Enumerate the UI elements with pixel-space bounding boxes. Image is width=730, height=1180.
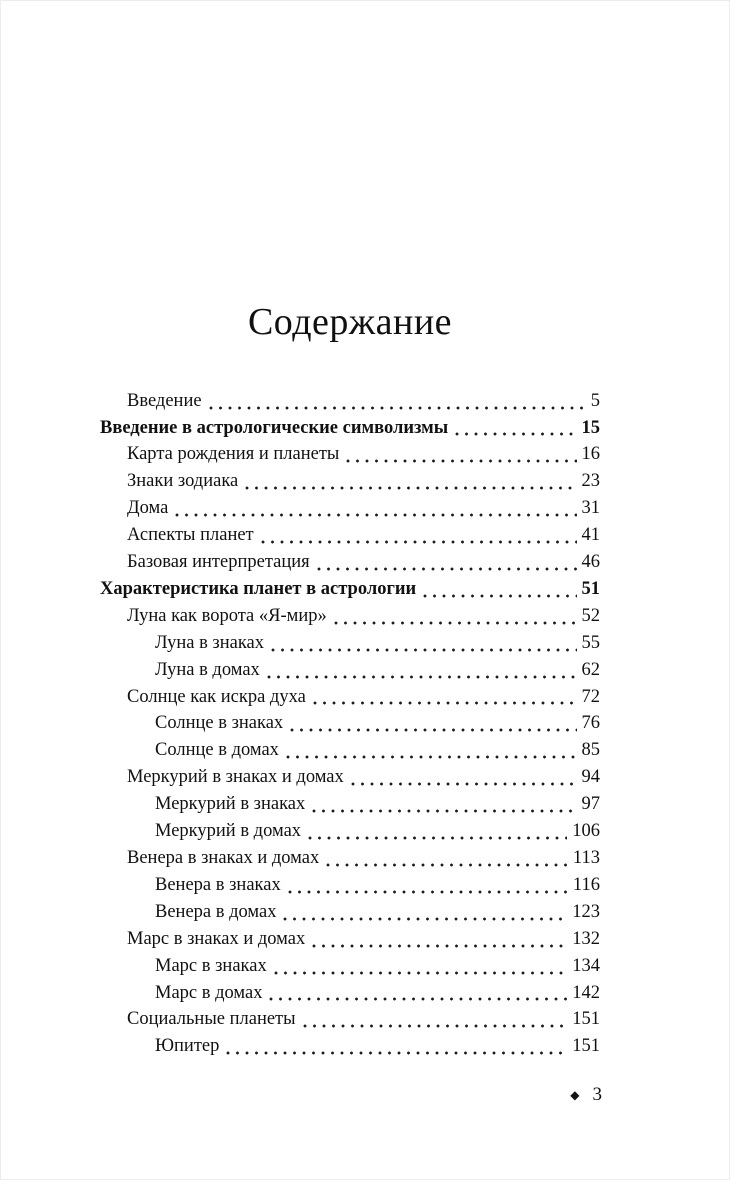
- dot-leader: [209, 406, 586, 410]
- toc-entry-page: 85: [581, 740, 600, 761]
- toc-row: [100, 522, 600, 549]
- toc-entry-label: Солнце в домах: [155, 740, 279, 761]
- toc-row: [100, 684, 600, 711]
- toc-row: [100, 845, 600, 872]
- toc-entry-page: 113: [572, 848, 600, 868]
- dot-leader: [271, 648, 576, 652]
- dot-leader: [290, 728, 576, 732]
- toc-entry-page: 52: [581, 605, 600, 626]
- page-footer: [570, 1084, 602, 1106]
- toc-entry-page: 94: [581, 767, 600, 788]
- toc-entry-page: 151: [572, 1036, 600, 1057]
- dot-leader: [312, 809, 576, 813]
- toc-row: [100, 549, 600, 576]
- toc-entry-label: Луна в домах: [155, 659, 260, 680]
- toc-entry-page: 55: [581, 632, 600, 653]
- toc-entry-label: Луна в знаках: [155, 632, 265, 653]
- toc-entry-label: Венера в домах: [155, 901, 277, 922]
- toc-entry-label: Введение: [127, 390, 202, 411]
- toc-entry-label: Дома: [127, 498, 169, 519]
- page-content: [100, 0, 600, 1060]
- toc-row: [100, 603, 600, 630]
- dot-leader: [245, 486, 576, 490]
- toc-row: [100, 872, 600, 899]
- toc-entry-label: Аспекты планет: [127, 525, 254, 546]
- page-number: 3: [592, 1084, 602, 1105]
- dot-leader: [317, 567, 577, 571]
- dot-leader: [312, 944, 567, 948]
- toc-entry-page: 116: [572, 874, 600, 895]
- toc-row: [100, 818, 600, 845]
- dot-leader: [274, 971, 568, 975]
- toc-entry-label: Марс в знаках и домах: [127, 928, 306, 949]
- toc-entry-page: 106: [572, 821, 600, 842]
- dot-leader: [286, 755, 577, 759]
- toc-entry-label: Базовая интерпретация: [127, 552, 310, 573]
- dot-leader: [308, 836, 567, 840]
- toc-row: [100, 1033, 600, 1060]
- dot-leader: [346, 459, 576, 463]
- toc-row: [100, 630, 600, 657]
- toc-entry-label: Солнце в знаках: [155, 713, 284, 734]
- toc-entry-page: 62: [581, 659, 600, 680]
- toc-entry-page: 151: [572, 1009, 600, 1030]
- toc-row: [100, 764, 600, 791]
- toc-row: [100, 657, 600, 684]
- toc-entry-page: 46: [581, 552, 600, 573]
- toc-row: [100, 468, 600, 495]
- toc-entry-label: Венера в знаках: [155, 874, 281, 895]
- toc-row: [100, 791, 600, 818]
- toc-row: [100, 737, 600, 764]
- dot-leader: [423, 594, 576, 598]
- dot-leader: [175, 513, 576, 517]
- toc-row: [100, 980, 600, 1007]
- toc-entry-label: Введение в астрологические символизмы: [100, 417, 449, 438]
- dot-leader: [303, 1024, 568, 1028]
- toc-entry-label: Луна как ворота «Я-мир»: [127, 605, 327, 626]
- toc-entry-page: 132: [572, 928, 600, 949]
- dot-leader: [226, 1051, 567, 1055]
- page-title: Содержание: [247, 301, 453, 343]
- toc-entry-label: Карта рождения и планеты: [127, 444, 340, 465]
- toc-row: [100, 1006, 600, 1033]
- toc-entry-page: 97: [581, 794, 600, 815]
- dot-leader: [261, 540, 577, 544]
- dot-leader: [455, 432, 576, 436]
- toc-row: [100, 495, 600, 522]
- toc-row: [100, 953, 600, 980]
- toc-entry-page: 15: [581, 417, 600, 438]
- toc-entry-page: 31: [581, 498, 600, 519]
- toc-entry-page: 41: [581, 525, 600, 546]
- dot-leader: [288, 890, 568, 894]
- toc-entry-label: Социальные планеты: [127, 1009, 296, 1030]
- toc-entry-label: Солнце как искра духа: [127, 686, 306, 707]
- toc-entry-label: Меркурий в знаках и домах: [127, 767, 344, 788]
- toc-entry-page: 134: [572, 955, 600, 976]
- diamond-icon: ◆: [570, 1087, 580, 1102]
- table-of-contents: [100, 388, 600, 1061]
- toc-row: [100, 576, 600, 603]
- toc-entry-label: Меркурий в знаках: [155, 794, 306, 815]
- dot-leader: [283, 917, 567, 921]
- toc-entry-page: 51: [581, 578, 600, 599]
- toc-entry-label: Юпитер: [155, 1036, 220, 1057]
- toc-entry-label: Знаки зодиака: [127, 471, 239, 492]
- toc-row: [100, 926, 600, 953]
- toc-entry-page: 142: [572, 982, 600, 1003]
- dot-leader: [267, 675, 577, 679]
- toc-entry-label: Меркурий в домах: [155, 821, 302, 842]
- toc-row: [100, 415, 600, 442]
- toc-entry-page: 5: [590, 390, 600, 411]
- toc-row: [100, 441, 600, 468]
- dot-leader: [334, 621, 577, 625]
- toc-row: [100, 388, 600, 415]
- dot-leader: [313, 701, 577, 705]
- toc-entry-label: Марс в знаках: [155, 955, 267, 976]
- dot-leader: [351, 782, 577, 786]
- toc-entry-label: Характеристика планет в астрологии: [100, 578, 417, 599]
- toc-row: [100, 710, 600, 737]
- toc-entry-label: Марс в домах: [155, 982, 263, 1003]
- toc-row: [100, 899, 600, 926]
- toc-entry-page: 72: [581, 686, 600, 707]
- toc-entry-page: 23: [581, 471, 600, 492]
- toc-entry-page: 16: [581, 444, 600, 465]
- toc-entry-label: Венера в знаках и домах: [127, 848, 320, 868]
- toc-entry-page: 123: [572, 901, 600, 922]
- toc-entry-page: 76: [581, 713, 600, 734]
- dot-leader: [269, 997, 567, 1001]
- dot-leader: [326, 863, 568, 867]
